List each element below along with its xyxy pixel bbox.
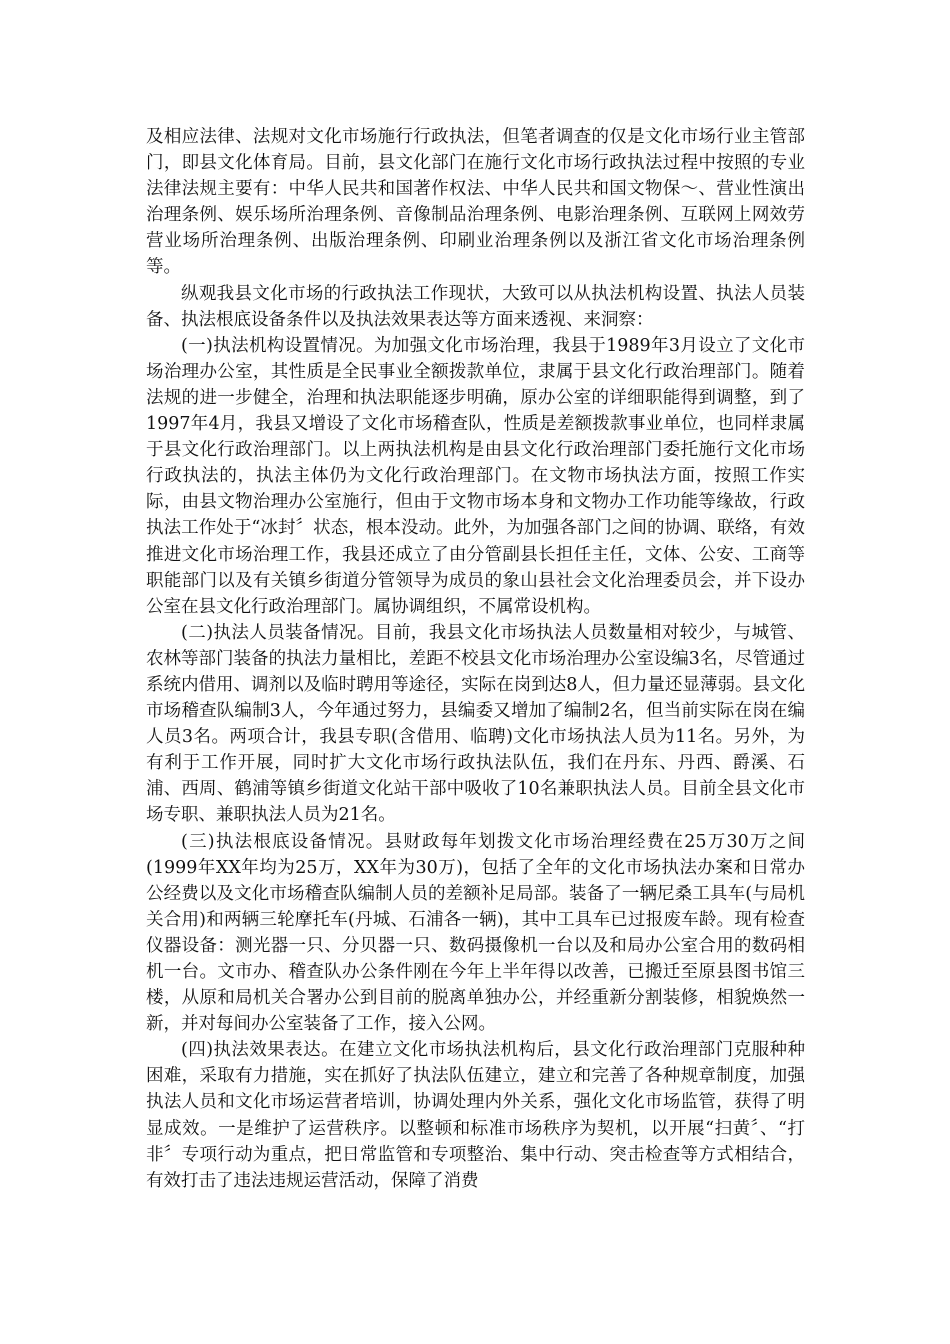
paragraph-section-1: (一)执法机构设置情况。为加强文化市场治理，我县于1989年3月设立了文化市场治理办公室，其性质是全民事业全额拨款单位，隶属于县文化行政治理部门。随着法规的进一步健全，治理和执法职能逐步明确，原办公室的详细职能得到调整，到了1997年4月，我县又增设了文化市场稽查队，性质是差额拨款事业单位，也同样隶属于县文化行政治理部门。以上两执法机构是由县文化行政治理部门委托施行文化市场行政执法的，执法主体仍为文化行政治理部门。在文物市场执法方面，按照工作实际，由县文物治理办公室施行，但由于文物市场本身和文物办工作功能等缘故，行政执法工作处于“冰封〞状态，根本没动。此外，为加强各部门之间的协调、联络，有效推进文化市场治理工作，我县还成立了由分管副县长担任主任，文体、公安、工商等职能部门以及有关镇乡街道分管领导为成员的象山县社会文化治理委员会，并下设办公室在县文化行政治理部门。属协调组织，不属常设机构。 — [146, 335, 805, 617]
document-body — [146, 124, 805, 1194]
paragraph-overview: 纵观我县文化市场的行政执法工作现状，大致可以从执法机构设置、执法人员装备、执法根底设备条件以及执法效果表达等方面来透视、来洞察： — [146, 283, 805, 330]
paragraph-section-2: (二)执法人员装备情况。目前，我县文化市场执法人员数量相对较少，与城管、农林等部门装备的执法力量相比，差距不校县文化市场治理办公室设编3名，尽管通过系统内借用、调剂以及临时聘用等途径，实际在岗到达8人，但力量还显薄弱。县文化市场稽查队编制3人，今年通过努力，县编委又增加了编制2名，但当前实际在岗在编人员3名。两项合计，我县专职(含借用、临聘)文化市场执法人员为11名。另外，为有利于工作开展，同时扩大文化市场行政执法队伍，我们在丹东、丹西、爵溪、石浦、西周、鹤浦等镇乡街道文化站干部中吸收了10名兼职执法人员。目前全县文化市场专职、兼职执法人员为21名。 — [146, 622, 805, 826]
paragraph-section-4: (四)执法效果表达。在建立文化市场执法机构后，县文化行政治理部门克服种种困难，采取有力措施，实在抓好了执法队伍建立，建立和完善了各种规章制度，加强执法人员和文化市场运营者培训，协调处理内外关系，强化文化市场监管，获得了明显成效。一是维护了运营秩序。以整顿和标准市场秩序为契机，以开展“扫黄〞、“打非〞专项行动为重点，把日常监管和专项整治、集中行动、突击检查等方式相结合，有效打击了违法违规运营活动，保障了消费 — [146, 1040, 805, 1191]
paragraph-intro: 及相应法律、法规对文化市场施行行政执法，但笔者调查的仅是文化市场行业主管部门，即县文化体育局。目前，县文化部门在施行文化市场行政执法过程中按照的专业法律法规主要有：中华人民共和国著作权法、中华人民共和国文物保～、营业性演出治理条例、娱乐场所治理条例、音像制品治理条例、电影治理条例、互联网上网效劳营业场所治理条例、出版治理条例、印刷业治理条例以及浙江省文化市场治理条例等。 — [146, 127, 805, 278]
paragraph-section-3: (三)执法根底设备情况。县财政每年划拨文化市场治理经费在25万30万之间(1999年XX年均为25万，XX年为30万)，包括了全年的文化市场执法办案和日常办公经费以及文化市场稽查队编制人员的差额补足局部。装备了一辆尼桑工具车(与局机关合用)和两辆三轮摩托车(丹城、石浦各一辆)，其中工具车已过报废车龄。现有检查仪器设备：测光器一只、分贝器一只、数码摄像机一台以及和局办公室合用的数码相机一台。文市办、稽查队办公条件刚在今年上半年得以改善，已搬迁至原县图书馆三楼，从原和局机关合署办公到目前的脱离单独办公，并经重新分割装修，相貌焕然一新，并对每间办公室装备了工作，接入公网。 — [146, 831, 805, 1035]
